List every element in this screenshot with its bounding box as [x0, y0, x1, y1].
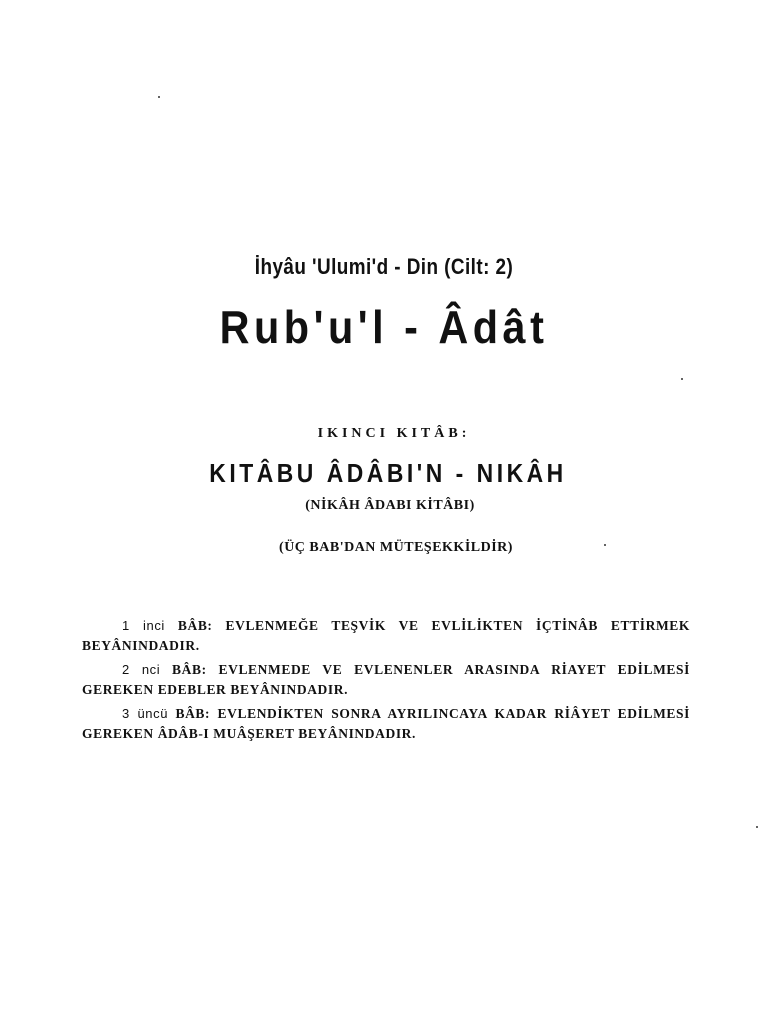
print-speck: [681, 378, 683, 380]
chapter-item: [82, 660, 690, 700]
chapter-bab-label: BÂB:: [175, 706, 211, 721]
print-speck: [158, 96, 160, 98]
chapter-text: EVLENMEĞE TEŞVİK VE EVLİLİKTEN İÇTİNÂB ETTİRMEK BEYÂNINDADIR.: [82, 618, 690, 653]
series-line: İhyâu 'Ulumi'd - Din (Cilt: 2): [254, 254, 514, 279]
chapter-item: [82, 704, 690, 744]
chapter-ordinal: 3 üncü: [122, 706, 169, 721]
chapter-bab-label: BÂB:: [177, 618, 213, 633]
print-speck: [756, 826, 758, 828]
book-title: KITÂBU ÂDÂBI'N - NIKÂH: [209, 458, 567, 488]
chapter-item: [82, 616, 690, 656]
composition-note: (ÜÇ BAB'DAN MÜTEŞEKKİLDİR): [279, 540, 513, 555]
chapter-ordinal: 2 nci: [122, 662, 161, 677]
chapter-ordinal: 1 inci: [122, 618, 165, 633]
volume-title: Rub'u'l - Âdât: [219, 301, 549, 353]
chapter-list: [82, 616, 690, 748]
chapter-bab-label: BÂB:: [172, 662, 207, 677]
chapter-text: EVLENMEDE VE EVLENENLER ARASINDA RİAYET EDİLMESİ GEREKEN EDEBLER BEYÂNINDADIR.: [82, 662, 690, 697]
chapter-text: EVLENDİKTEN SONRA AYRILINCAYA KADAR RİÂYET EDİLMESİ GEREKEN ÂDÂB-I MUÂŞERET BEYÂNINDADIR.: [82, 706, 690, 741]
book-subtitle: (NİKÂH ÂDABI KİTÂBI): [305, 498, 475, 513]
book-number: IKINCI KITÂB:: [317, 426, 471, 441]
